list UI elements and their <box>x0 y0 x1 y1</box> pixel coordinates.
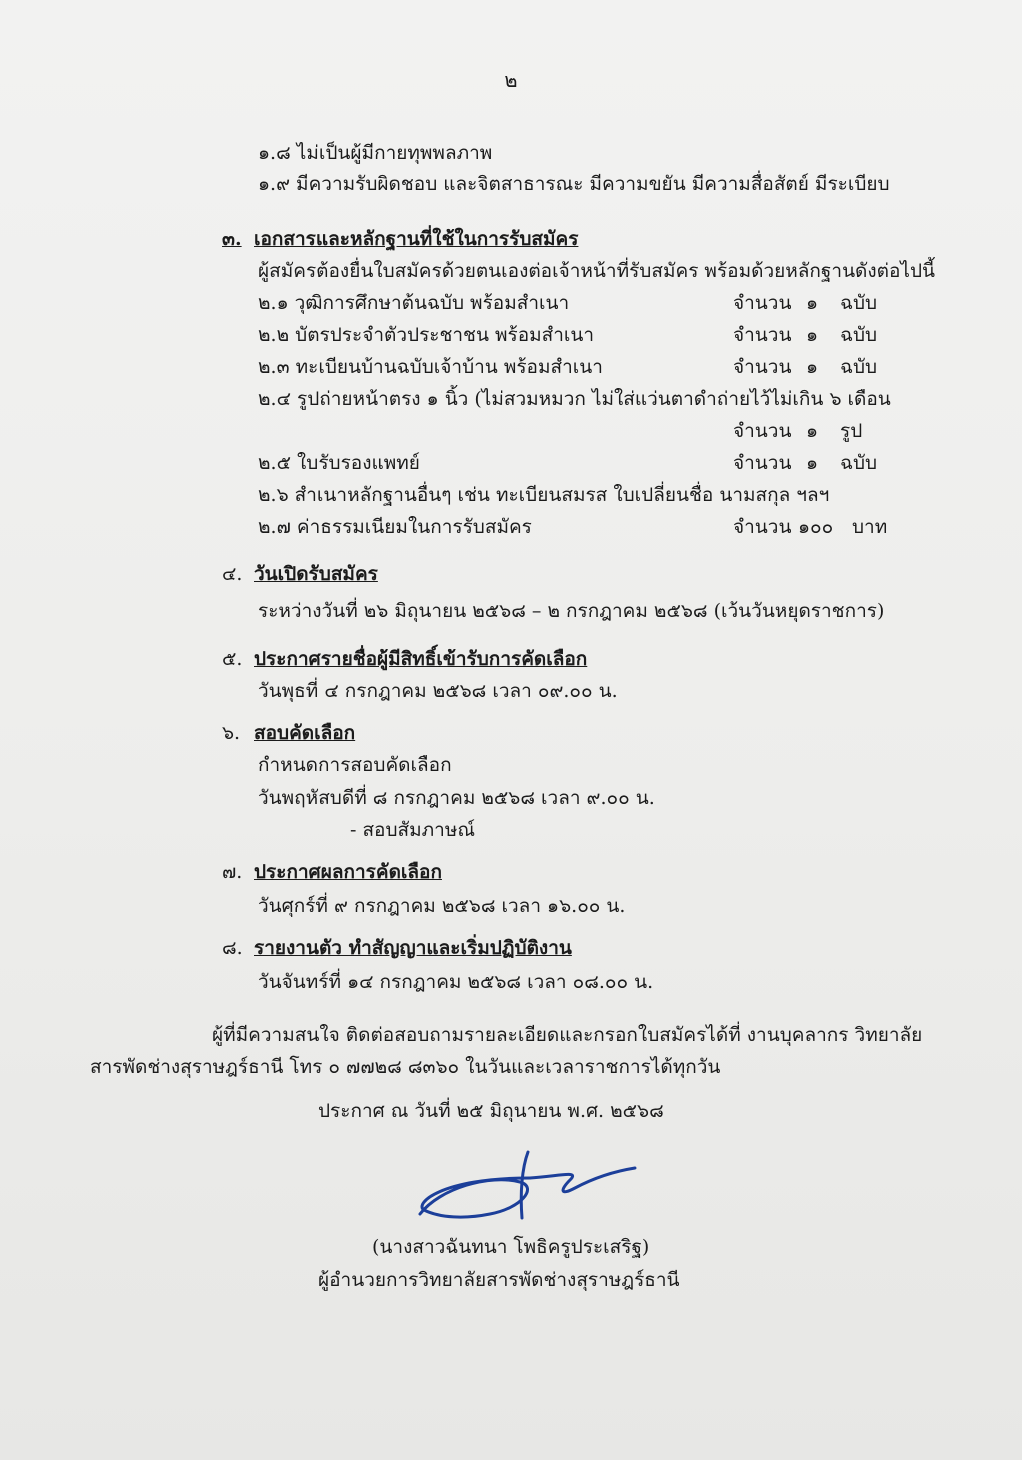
document-item: ๒.๗ ค่าธรรมเนียมในการรับสมัคร <box>258 516 532 538</box>
document-item: ๒.๖ สำเนาหลักฐานอื่นๆ เช่น ทะเบียนสมรส ใบเปลี่ยนชื่อ นามสกุล ฯลฯ <box>258 484 830 506</box>
quantity-unit: ฉบับ <box>840 324 878 346</box>
section-title: รายงานตัว ทำสัญญาและเริ่มปฏิบัติงาน <box>254 937 572 959</box>
section-title: วันเปิดรับสมัคร <box>254 563 378 585</box>
exam-schedule-label: กำหนดการสอบคัดเลือก <box>258 754 452 776</box>
page-number: ๒ <box>504 68 518 92</box>
section-heading <box>222 565 378 584</box>
quantity-unit: รูป <box>840 420 863 442</box>
quantity-label: จำนวน <box>733 452 792 474</box>
signer-name: (นางสาวฉันทนา โพธิครูประเสริฐ) <box>372 1236 650 1258</box>
quantity-unit: ฉบับ <box>840 452 878 474</box>
section-number: ๓. <box>222 228 242 250</box>
section-number: ๘. <box>222 937 243 959</box>
section-title: สอบคัดเลือก <box>254 722 356 744</box>
quantity-label: จำนวน <box>733 420 792 442</box>
quantity-label: จำนวน <box>733 292 792 314</box>
exam-date: วันพฤหัสบดีที่ ๘ กรกฎาคม ๒๕๖๘ เวลา ๙.๐๐ น. <box>258 787 655 809</box>
quantity-label: จำนวน <box>733 324 792 346</box>
signer-position: ผู้อำนวยการวิทยาลัยสารพัดช่างสุราษฎร์ธานี <box>318 1269 680 1291</box>
section-number: ๔. <box>222 563 243 585</box>
section-title: เอกสารและหลักฐานที่ใช้ในการรับสมัคร <box>254 228 579 250</box>
quantity-unit: ฉบับ <box>840 292 878 314</box>
report-date: วันจันทร์ที่ ๑๔ กรกฎาคม ๒๕๖๘ เวลา ๐๘.๐๐ น. <box>258 971 654 993</box>
quantity-label: จำนวน <box>733 356 792 378</box>
quantity-value: ๑ <box>806 324 819 346</box>
section-heading <box>222 724 355 743</box>
criteria-item: ๑.๘ ไม่เป็นผู้มีกายทุพพลภาพ <box>258 142 493 164</box>
signature-image <box>410 1148 640 1228</box>
section-title: ประกาศผลการคัดเลือก <box>254 861 442 883</box>
section-intro: ผู้สมัครต้องยื่นใบสมัครด้วยตนเองต่อเจ้าหน้าที่รับสมัคร พร้อมด้วยหลักฐานดังต่อไปนี้ <box>258 260 936 282</box>
announcement-date: วันพุธที่ ๔ กรกฎาคม ๒๕๖๘ เวลา ๐๙.๐๐ น. <box>258 680 618 702</box>
section-number: ๖. <box>222 722 241 744</box>
quantity-value: ๑ <box>806 292 819 314</box>
document-item: ๒.๕ ใบรับรองแพทย์ <box>258 452 420 474</box>
section-number: ๗. <box>222 861 243 883</box>
quantity-value: ๑ <box>806 420 819 442</box>
quantity-label: จำนวน <box>733 516 792 538</box>
contact-paragraph-line: สารพัดช่างสุราษฎร์ธานี โทร ๐ ๗๗๒๘ ๘๓๖๐ ในวันและเวลาราชการได้ทุกวัน <box>90 1056 721 1078</box>
document-item: ๒.๒ บัตรประจำตัวประชาชน พร้อมสำเนา <box>258 324 595 346</box>
result-date: วันศุกร์ที่ ๙ กรกฎาคม ๒๕๖๘ เวลา ๑๖.๐๐ น. <box>258 895 626 917</box>
quantity-unit: ฉบับ <box>840 356 878 378</box>
document-item: ๒.๔ รูปถ่ายหน้าตรง ๑ นิ้ว (ไม่สวมหมวก ไม่ใส่แว่นตาดำถ่ายไว้ไม่เกิน ๖ เดือน <box>258 388 891 410</box>
contact-paragraph-line: ผู้ที่มีความสนใจ ติดต่อสอบถามรายละเอียดและกรอกใบสมัครได้ที่ งานบุคลากร วิทยาลัย <box>212 1024 923 1046</box>
section-heading <box>222 863 442 882</box>
section-heading <box>222 939 572 958</box>
section-title: ประกาศรายชื่อผู้มีสิทธิ์เข้ารับการคัดเลือก <box>254 648 588 670</box>
document-item: ๒.๑ วุฒิการศึกษาต้นฉบับ พร้อมสำเนา <box>258 292 570 314</box>
exam-type: - สอบสัมภาษณ์ <box>350 819 475 841</box>
quantity-unit: บาท <box>852 516 888 538</box>
section-number: ๕. <box>222 648 243 670</box>
criteria-item: ๑.๙ มีความรับผิดชอบ และจิตสาธารณะ มีความขยัน มีความสื่อสัตย์ มีระเบียบ <box>258 173 890 195</box>
section-heading <box>222 230 578 249</box>
section-heading <box>222 650 587 669</box>
document-item: ๒.๓ ทะเบียนบ้านฉบับเจ้าบ้าน พร้อมสำเนา <box>258 356 603 378</box>
quantity-value: ๑ <box>806 452 819 474</box>
application-period: ระหว่างวันที่ ๒๖ มิถุนายน ๒๕๖๘ – ๒ กรกฎาคม ๒๕๖๘ (เว้นวันหยุดราชการ) <box>258 600 885 622</box>
quantity-value: ๑๐๐ <box>798 516 834 538</box>
quantity-value: ๑ <box>806 356 819 378</box>
announce-date: ประกาศ ณ วันที่ ๒๕ มิถุนายน พ.ศ. ๒๕๖๘ <box>318 1100 664 1122</box>
